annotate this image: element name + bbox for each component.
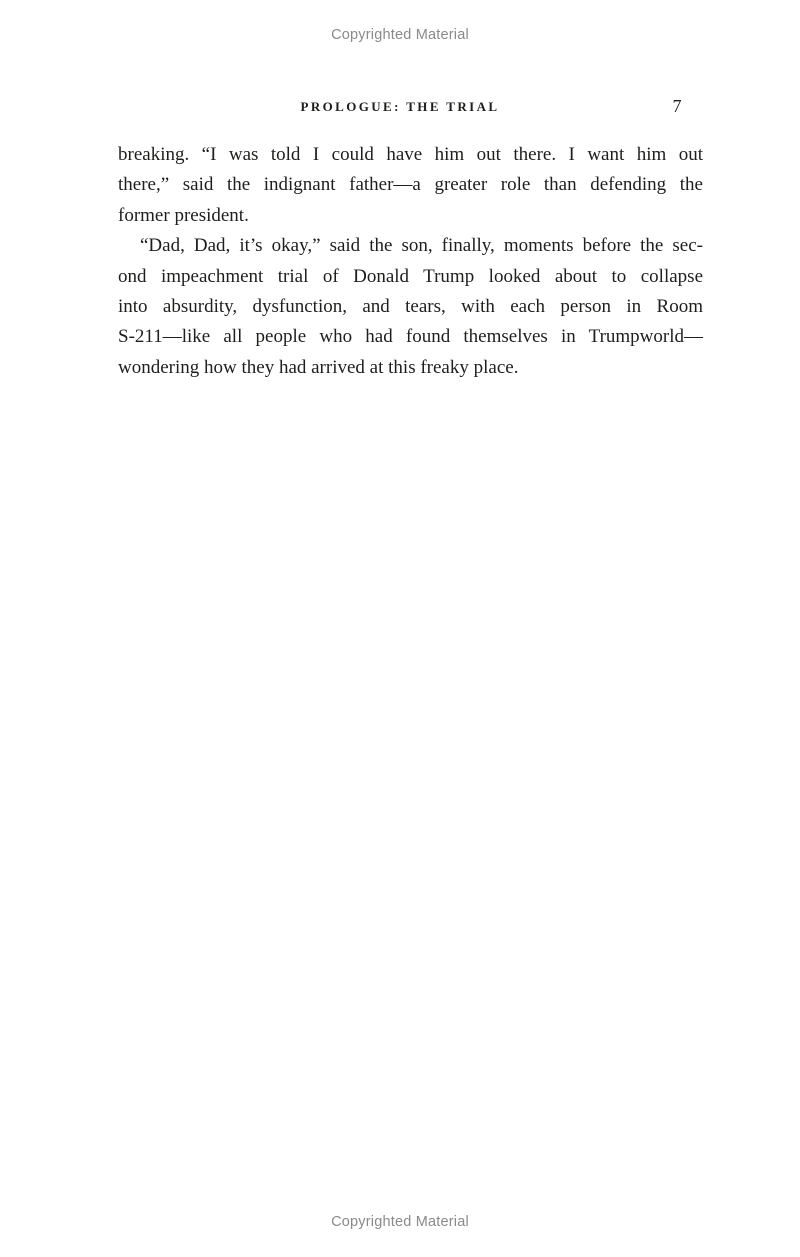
- text-line: into absurdity, dysfunction, and tears, with each person in Room: [118, 296, 703, 318]
- body-text: [118, 140, 703, 383]
- text-line: breaking. “I was told I could have him out there. I want him out: [118, 144, 703, 165]
- text-line: there,” said the indignant father—a greater role than defending the: [118, 174, 703, 196]
- text-line: S-211—like all people who had found themselves in Trumpworld—: [118, 326, 703, 348]
- text-line: wondering how they had arrived at this freaky place.: [118, 356, 519, 378]
- running-header-title: PROLOGUE: THE TRIAL: [300, 99, 500, 114]
- paragraph: [118, 231, 703, 383]
- copyright-notice-top: Copyrighted Material: [331, 27, 469, 43]
- text-line: “Dad, Dad, it’s okay,” said the son, finally, moments before the sec-: [140, 235, 703, 257]
- copyright-notice-bottom: Copyrighted Material: [331, 1214, 469, 1230]
- page-number: 7: [672, 96, 682, 116]
- text-line: ond impeachment trial of Donald Trump looked about to collapse: [118, 265, 703, 287]
- text-line: former president.: [118, 204, 249, 226]
- paragraph: [118, 140, 703, 231]
